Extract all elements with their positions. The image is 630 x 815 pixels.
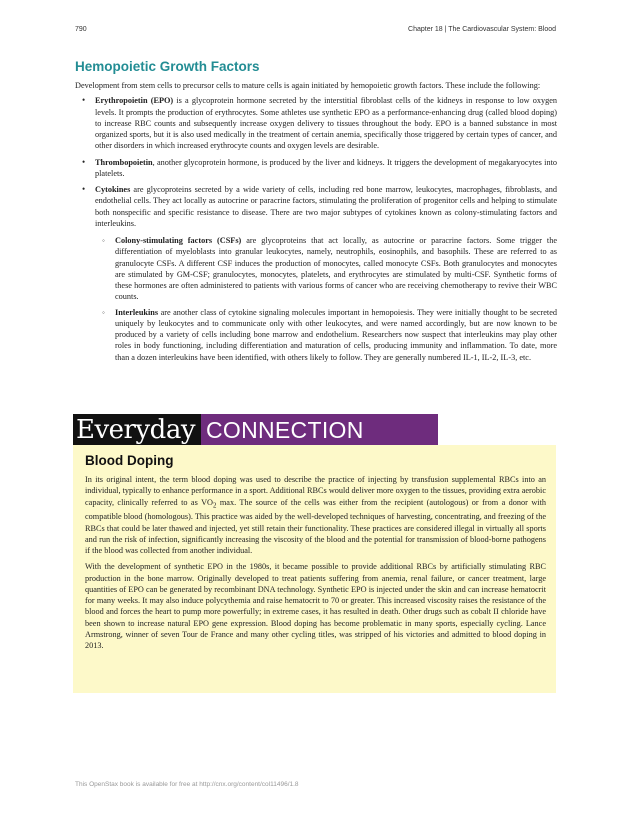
feature-paragraph-1 (85, 474, 546, 556)
feature-paragraph-2: With the development of synthetic EPO in the 1980s, it became possible to provide additional RBCs by artificially stimulating RBC production in the bone marrow. Originally developed to treat patients suffering from anemia, renal failure, or cancer treatment, large quantities of EPO can be generated by recombinant DNA technology. Synthetic EPO is injected under the skin and can increase hematocrit for many weeks. It may also induce polycythemia and raise hematocrit to 70 or greater. This increased viscosity raises the resistance of the blood and forces the heart to pump more powerfully; in extreme cases, it has resulted in death. Other drugs such as cobalt II chloride have been shown to increase natural EPO gene expression. Blood doping has become problematic in many sports, especially cycling. Lance Armstrong, winner of seven Tour de France and many other cycling titles, was stripped of his victories and admitted to blood doping in 2013. (85, 562, 546, 651)
term-thrombopoietin: Thrombopoietin (95, 157, 153, 167)
p1-text-a: In its original intent, the term blood doping was used to describe the practice of injecting by transfusion supplemental RBCs into an individual, typically to enhance performance in a sport. Additional RBCs would deliver more oxygen to the tissues, providing extra aerobic capacity, clinically referred to as VO (85, 475, 546, 507)
feature-title: Blood Doping (85, 453, 174, 468)
banner-connection: CONNECTION (201, 414, 438, 445)
chapter-title: Chapter 18 | The Cardiovascular System: Blood (408, 26, 556, 33)
definition-thrombopoietin: , another glycoprotein hormone, is produced by the liver and kidneys. It triggers the development of megakaryocytes into platelets. (95, 157, 557, 178)
page-header (75, 26, 556, 38)
definition-cytokines: are glycoproteins secreted by a wide variety of cells, including red bone marrow, leukocytes, macrophages, fibroblasts, and endothelial cells. They act locally as autocrine or paracrine factors, stimulating the proliferation of progenitor cells and helping to stimulate both nonspecific and specific resistance to disease. There are two major subtypes of cytokines known as colony-stimulating factors and interleukins. (95, 185, 557, 228)
section-body (75, 80, 557, 368)
section-title: Hemopoietic Growth Factors (75, 59, 260, 74)
p1-subscript: 2 (213, 502, 217, 510)
list-item-thrombopoietin (75, 157, 557, 180)
term-interleukins: Interleukins (115, 307, 159, 317)
growth-factor-list (75, 95, 557, 363)
page-footer: This OpenStax book is available for free at http://cnx.org/content/col11496/1.8 (75, 781, 299, 788)
term-csf: Colony-stimulating factors (CSFs) (115, 236, 242, 245)
everyday-connection-banner (73, 414, 438, 445)
cytokine-subtype-list (95, 235, 557, 363)
page-number: 790 (75, 26, 87, 33)
p1-text-b: max. The source of the cells was either from the recipient (autologous) or from a donor with compatible blood (homologous). This practice was aided by the well-developed techniques of harvesting, concentrating, and freezing of the RBCs that could be later thawed and injected, yet still retain their functionality. These practices are considered illegal in virtually all sports and run the risk of infection, significantly increasing the viscosity of the blood and the potential for transmission of blood-borne pathogens if the blood was collected from another individual. (85, 497, 546, 556)
feature-box (73, 445, 556, 693)
banner-everyday: Everyday (73, 414, 201, 445)
list-item-epo (75, 95, 557, 151)
list-item-cytokines (75, 184, 557, 363)
list-item-csf (95, 235, 557, 303)
intro-paragraph: Development from stem cells to precursor cells to mature cells is again initiated by hemopoietic growth factors. These include the following: (75, 81, 541, 90)
definition-interleukins: are another class of cytokine signaling molecules important in hemopoiesis. They were initially thought to be secreted uniquely by leukocytes and to communicate only with other leukocytes, and were named accordingly, but are now known to be produced by a variety of cells including bone marrow and endothelium. Researchers now suspect that interleukins may play other roles in body functioning, including differentiation and maturation of cells, producing immunity and inflammation. To date, more than a dozen interleukins have been identified, with others likely to follow. They are generally numbered IL-1, IL-2, IL-3, etc. (115, 307, 557, 362)
definition-epo: is a glycoprotein hormone secreted by the interstitial fibroblast cells of the kidneys in response to low oxygen levels. It prompts the production of erythrocytes. Some athletes use synthetic EPO as a performance-enhancing drug (called blood doping) to increase RBC counts and subsequently increase oxygen delivery to tissues throughout the body. EPO is a banned substance in most organized sports, but it is also used medically in the treatment of certain anemia, specifically those triggered by certain types of cancer, and other disorders in which increased erythrocyte counts and oxygen levels are desirable. (95, 96, 557, 151)
definition-csf: are glycoproteins that act locally, as autocrine or paracrine factors. Some trigger the differentiation of myeloblasts into granular leukocytes, namely, neutrophils, eosinophils, and basophils. These are referred to as granulocyte CSFs. A different CSF induces the production of monocytes, called monocyte CSFs. Both granulocytes and monocytes are stimulated by GM-CSF; granulocytes, monocytes, platelets, and erythrocytes are stimulated by multi-CSF. Synthetic forms of these hormones are often administered to patients with various forms of cancer who are receiving chemotherapy to revive their WBC counts. (115, 236, 557, 302)
list-item-interleukins (95, 307, 557, 363)
term-cytokines: Cytokines (95, 185, 131, 194)
term-epo: Erythropoietin (EPO) (95, 96, 174, 106)
